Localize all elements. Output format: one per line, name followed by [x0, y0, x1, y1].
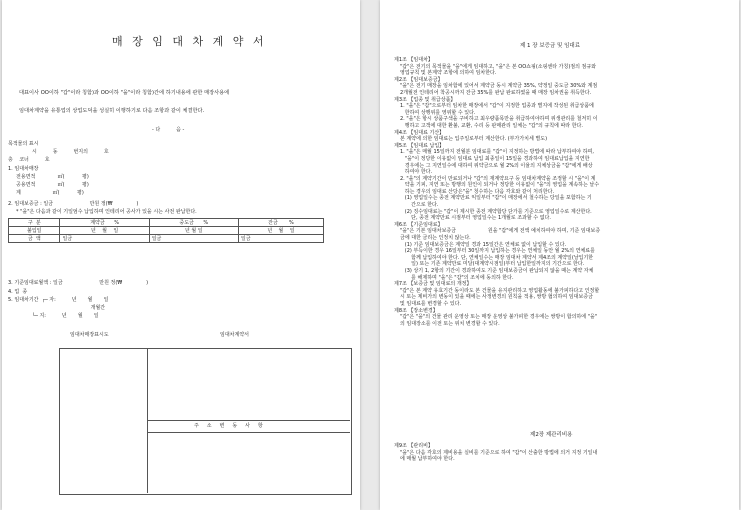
- lease-period-line: └─ 지: 년 월 일: [8, 313, 99, 319]
- table-cell: 금 액: [9, 235, 60, 243]
- area-label: 1. 임대차매장: [8, 166, 39, 172]
- contract-title: 매 장 임 대 차 계 약 서: [112, 35, 267, 48]
- article-heading: 제4조 【임대료 기산】: [394, 129, 445, 136]
- article-line: 1. "을"은 매월 15일까지 전월분 임대료를 "갑"이 지정하는 방법에 따라 납부하여야 하며,: [400, 149, 594, 156]
- intro-line: 대표이사 OO이하 "갑"이라 칭함)과 OO이하 "을"이라 칭함)간에 하기내용에 관한 매장사용에: [19, 90, 230, 96]
- table-cell: 계약금 %: [60, 219, 149, 227]
- article-line: 2. "을"은 항시 상품구색을 구비하고 최우량품목만을 취급하여야하며 위생관리를 철저히 이: [400, 116, 598, 123]
- article-line: (1) 기준 임대보증금은 계약일 경과 15일간은 연체료 없이 납입할 수 있다.: [400, 241, 567, 248]
- article-line: 2개월전 인테리어 착공시까지 잔금 35%를 완납 완료하였을 때 매장 임차권을 취득한다.: [400, 89, 592, 96]
- da-eum-heading: - 다 음 -: [152, 127, 185, 133]
- article-line: 2. "을"의 계약기간이 만료되거나 "갑"의 재계약요구 등 임대차계약을 조정할 시 "을"이 계: [400, 175, 596, 182]
- article-line: (1) 영업일수는 종전 계약만료 익일부터 "갑"이 매장에서 철수하는 당일을 포함하는 기: [400, 195, 592, 202]
- table-cell: 불입일: [9, 227, 60, 235]
- article-heading: 제3조 【업종 및 취급상품】: [394, 96, 456, 103]
- article-line: 를 해제하며 "을"은 "갑"의 조치에 동의하 한다.: [400, 274, 514, 281]
- article-line: (3) 상기 1, 2항의 기간이 경과하여도 기준 임대보증금이 완납되지 않을 때는 계약 자체: [400, 268, 594, 274]
- article-heading: 제6조 【기준임대료】: [394, 221, 443, 228]
- article-line: "갑"은 본 계약 유효기간 동이라도 본 건물을 유지관리하고 영업활동에 불가피하다고 인정할: [400, 287, 600, 294]
- article-line: 영업규칙 및 본계약 조항에 의하여 임차한다.: [400, 70, 497, 77]
- article-line: 한하여 상행위를 영위할 수 있다.: [400, 109, 476, 116]
- business-type-line: 4. 업 종: [8, 289, 28, 295]
- table-cell: 일금: [60, 235, 149, 243]
- article-line: 의 임대장소를 이전 또는 위치 변경할 수 있다.: [400, 320, 500, 327]
- article-line: "갑"은 전기의 목적물을 "을"에게 임대하고, "을"은 본 OO쇼핑(소핑센타 가칭)점의 점규와: [400, 63, 597, 70]
- table-cell: 잔금 %: [238, 219, 323, 227]
- property-label: 목적물의 표시: [8, 141, 39, 147]
- table-row: [9, 235, 324, 243]
- article-line: 행하고 고객에 대한 환불, 교환, 수리 등 판매관리 일체는 "갑"의 규칙에 따라 한다.: [400, 122, 583, 129]
- article-heading: 제8조 【장소변경】: [394, 307, 438, 314]
- table-cell: 년 월 일: [60, 227, 149, 235]
- table-cell: 년 월 일: [238, 227, 323, 235]
- base-rent-line: 3. 기준임대료월액 : 일금 만원 정(₩ ): [8, 280, 149, 286]
- table-cell: 구 분: [9, 219, 60, 227]
- contract-page-right: [380, 0, 739, 510]
- chapter1-title: 제 1 장 보증금 및 임대료: [520, 43, 581, 49]
- table-cell: 일금: [149, 235, 238, 243]
- table-cell: 일금: [238, 235, 323, 243]
- article-line: 하여야 한다.: [400, 169, 433, 176]
- article-heading: 제2조 【임대보증금】: [394, 76, 443, 83]
- article-line: 경우에는 그 지연일수에 대하여 위약금으로 월 2%의 이율의 지체상금을 "갑"에게 배상: [400, 162, 593, 169]
- article-line: "을"이 정당한 이유없이 임대료 납입 최종일이 15일을 경과하여 임대료납입을 지연한: [400, 155, 590, 162]
- area-row: 공용면적 ㎡( 평): [16, 182, 89, 188]
- article-heading: 제1조 【임대차】: [394, 57, 433, 63]
- property-line: 층 코너 호: [8, 157, 50, 163]
- article-line: 단, 종전 계약만료 시점부터 영업일수는 1개월로 조과할 수 없다.: [400, 215, 551, 222]
- articles-list: [394, 57, 729, 327]
- box-divider: [147, 420, 350, 421]
- contract-label: 임대차계약서: [220, 332, 249, 338]
- article-line: "을"은 전기 매장을 임차함에 있어서 계약금 동시 계약금 35%, 약정일 중도금 30%와 계점: [400, 83, 598, 90]
- lease-period-line: 5. 임대차기간 ┌─ 자: 년 월 일: [8, 297, 109, 303]
- floor-plan-box: [59, 348, 352, 495]
- article-line: 일) 또는 기존 계약만료 미달(대계약시점일)부터 납입한일까지의 기간으로 한다.: [400, 261, 585, 268]
- article-line: 및 임대료를 변경할 수 있다.: [400, 300, 462, 307]
- area-row: 전용면적 ㎡( 평): [16, 174, 89, 180]
- property-line: 시 동 번지의 호: [32, 149, 109, 155]
- article-heading: 제7조 【보증금 및 임대료의 개정】: [394, 281, 472, 288]
- article-line: "갑"은 "을"의 건물 관리 운영상 또는 매장 운영상 불가피한 경우에는 쌍방이 합의하에 "을": [400, 314, 598, 321]
- article-heading: 제9조 【관리비】: [394, 443, 433, 449]
- article-line: 금에 대한 금리는 인정치 않는다.: [400, 235, 471, 242]
- article-line: 1. "을"은 "갑"으로부터 임차한 매장에서 "갑"이 지정한 업종과 별지에 작성된 취급상품에: [400, 103, 594, 110]
- articles2-list: [394, 443, 729, 463]
- article-line: 에 매월 납부하여야 한다.: [400, 456, 455, 463]
- article-heading: 제5조 【임대료 납입】: [394, 142, 445, 149]
- article-line: 약을 기피, 지연 또는 방행의 원인이 되거나 정당한 이유없이 "을"의 영업을 계속하는 날수: [400, 182, 600, 189]
- floor-plan-label: 임대차매장표시도: [70, 332, 109, 338]
- payment-table: [8, 218, 324, 243]
- contract-page-left: [2, 0, 360, 510]
- chapter2-title: 제2장 제관리비용: [530, 432, 573, 438]
- article-line: "을"은 다음 각호의 제비용을 실비를 기준으로 하여 "갑"이 산출한 방법에 의거 지정 기일내: [400, 449, 598, 456]
- article-line: (2) 부득이한 경우 16일부터 30일까지 납입하는 경우는 연체일 동안 월 2%의 연체료를: [400, 248, 595, 255]
- article-line: 간으로 한다.: [400, 202, 439, 209]
- table-cell: 중도금 %: [149, 219, 238, 227]
- box-divider: [147, 432, 350, 433]
- area-row: 계 ㎡( 평): [16, 190, 84, 196]
- intro-text: [19, 78, 229, 126]
- article-line: 하는 경우의 임대료 산당은"을" 청수하는 다음 각호와 같이 처리한다.: [400, 188, 555, 195]
- article-line: 시 또는 제비가의 변동이 있을 때에는 사정변경의 원칙을 적용, 쌍방 협의하여 임대보증금: [400, 294, 593, 301]
- article-line: "을"은 기본 임대차보증금 원을 "갑"에게 전액 예치하여야 하며, 기준 임대보증: [400, 228, 601, 235]
- article-line: 본 계약에 의한 임대료는 입주일로부터 계산한다. (부가가치세 별도): [400, 136, 548, 143]
- intro-line: 임대차계약을 유통업의 상업도덕을 성실히 이행하기로 다음 조항과 같이 체결한다.: [19, 108, 205, 114]
- article-line: 함께 납입하여야 한다. 단, 연체일수는 매장 임대차 계약서 제4조의 계약일(날입기한: [400, 254, 594, 261]
- table-cell: 년 월 일: [149, 227, 238, 235]
- deposit-label: 2. 임대보증금 : 일금 만원 정(₩ ): [8, 201, 139, 207]
- lease-period-line: 개월간: [8, 305, 106, 311]
- address-change-header: 주 소 변 동 사 항: [194, 423, 263, 429]
- table-row: [9, 227, 324, 235]
- deposit-note: * "을"은 다음과 같이 기일엄수 납입하며 인테리어 공사가 있을 시는 사전 완납한다.: [16, 209, 197, 215]
- article-line: (2) 징수임대료는 "갑"이 제시한 종전 계약합당 단가를 기준으로 영업일수로 계산한다.: [400, 208, 592, 215]
- table-row: [9, 219, 324, 227]
